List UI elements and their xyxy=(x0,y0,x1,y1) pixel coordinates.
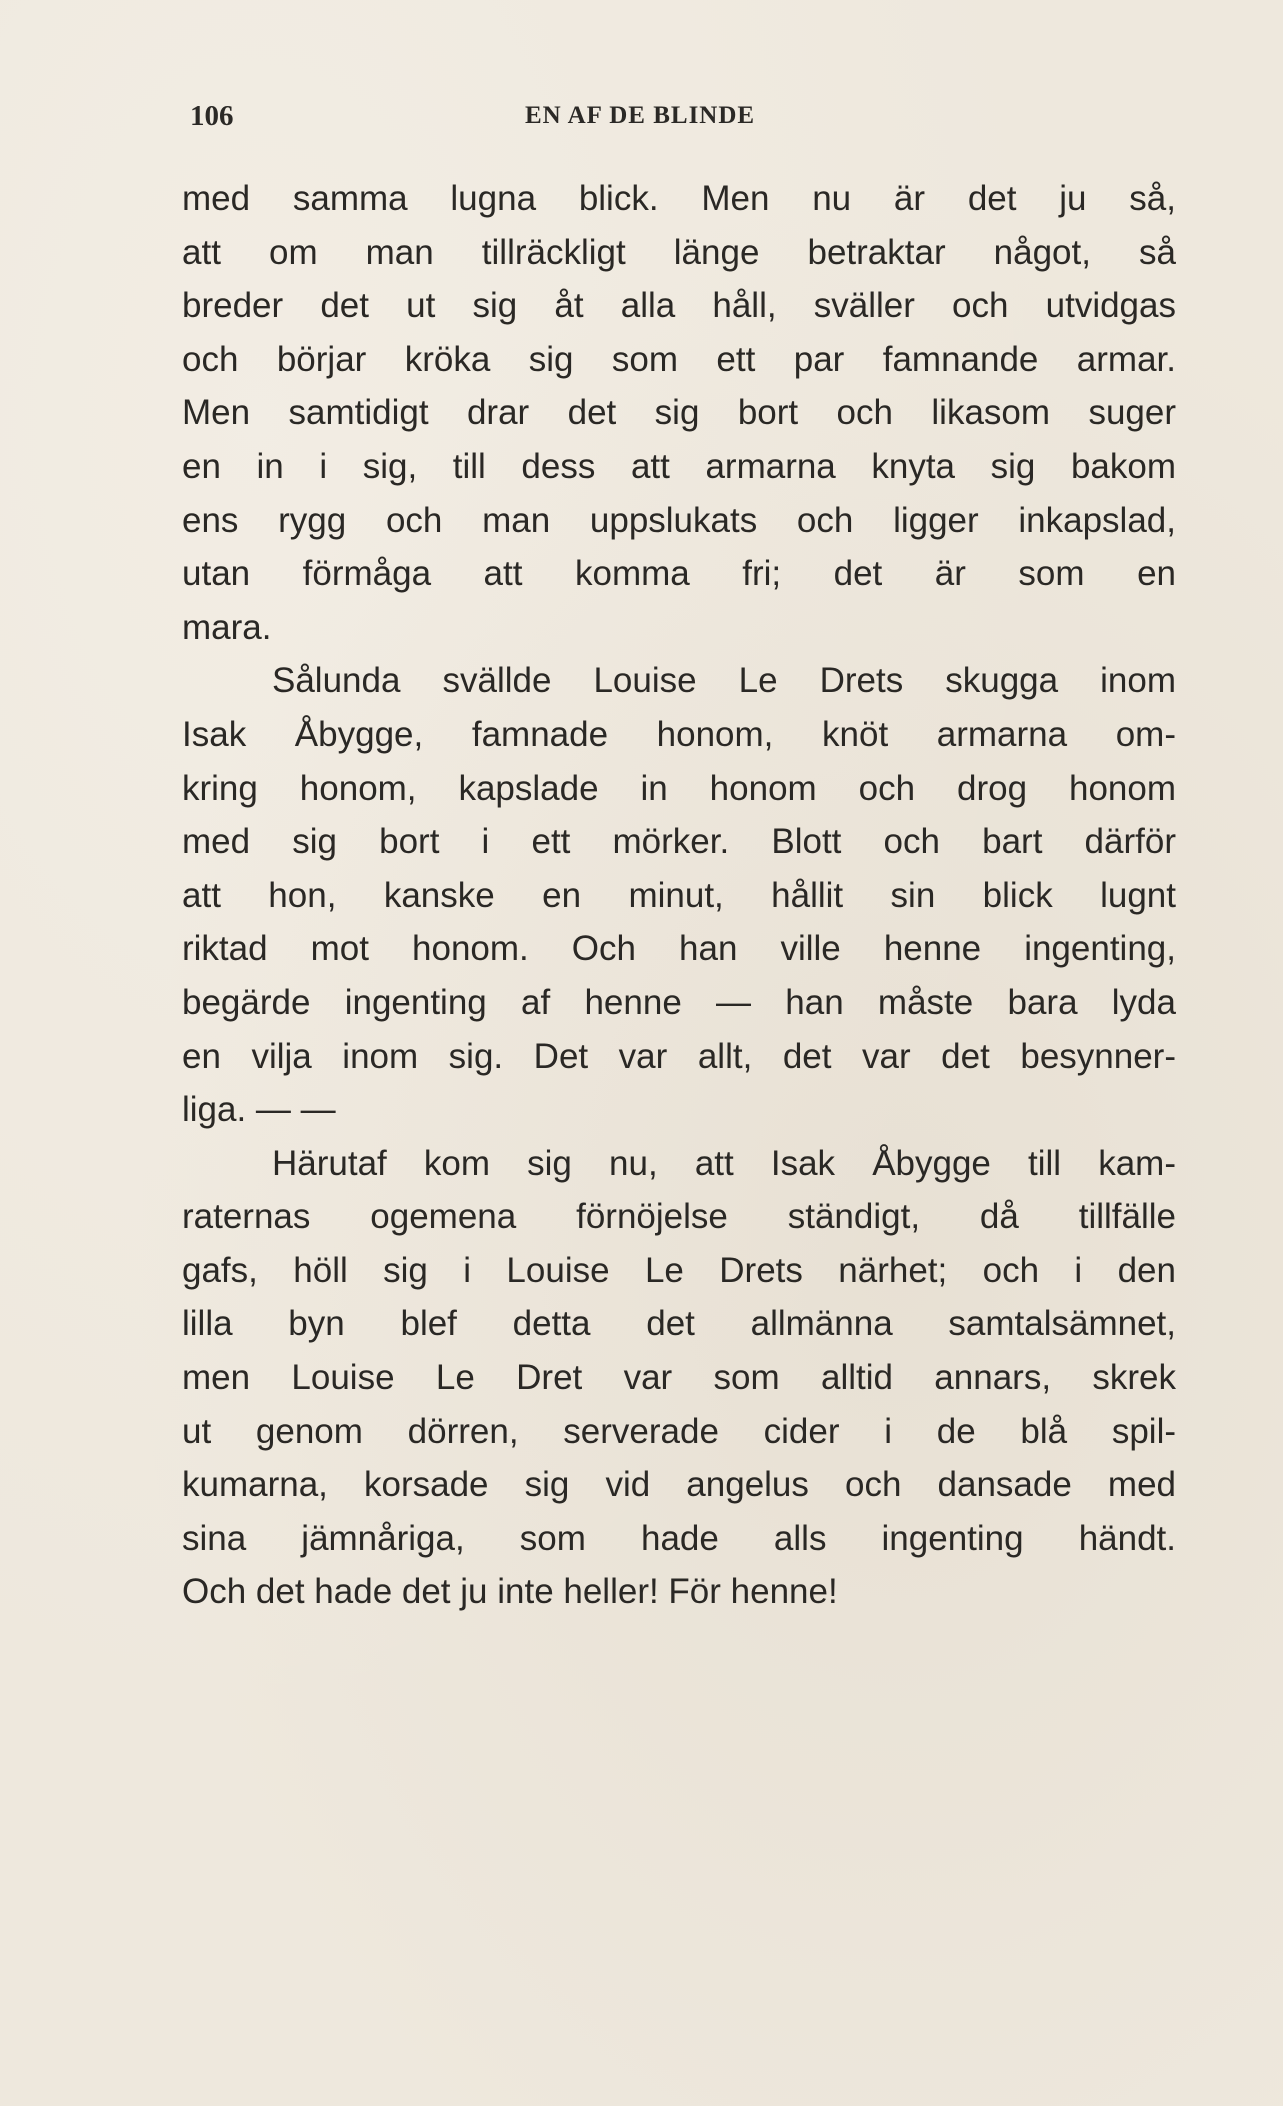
text-line: kumarna, korsade sig vid angelus och dansade med xyxy=(182,1465,1176,1505)
text-line: begärde ingenting af henne — han måste bara lyda xyxy=(182,982,1176,1022)
text-line: ut genom dörren, serverade cider i de blå spil- xyxy=(182,1411,1176,1451)
text-line: en vilja inom sig. Det var allt, det var det besynner- xyxy=(182,1036,1176,1076)
text-line: riktad mot honom. Och han ville henne ingenting, xyxy=(182,929,1176,969)
body-text xyxy=(182,172,1176,1619)
text-line: att hon, kanske en minut, hållit sin blick lugnt xyxy=(182,875,1176,915)
text-line: breder det ut sig åt alla håll, sväller och utvidgas xyxy=(182,286,1176,326)
text-line: Härutaf kom sig nu, att Isak Åbygge till kam- xyxy=(272,1143,1176,1183)
text-line: raternas ogemena förnöjelse ständigt, då tillfälle xyxy=(182,1197,1176,1237)
text-line: lilla byn blef detta det allmänna samtalsämnet, xyxy=(182,1304,1176,1344)
text-line: med sig bort i ett mörker. Blott och bart därför xyxy=(182,822,1176,862)
text-line: ens rygg och man uppslukats och ligger inkapslad, xyxy=(182,500,1176,540)
text-line: Och det hade det ju inte heller! För henne! xyxy=(182,1572,838,1612)
text-line: mara. xyxy=(182,607,272,647)
text-line: en in i sig, till dess att armarna knyta sig bakom xyxy=(182,446,1176,486)
text-line: men Louise Le Dret var som alltid annars, skrek xyxy=(182,1358,1176,1398)
text-line: med samma lugna blick. Men nu är det ju så, xyxy=(182,179,1176,218)
running-title: EN AF DE BLINDE xyxy=(525,102,756,129)
text-line: liga. — — xyxy=(182,1090,336,1130)
text-line: gafs, höll sig i Louise Le Drets närhet; och i den xyxy=(182,1250,1176,1290)
page-number: 106 xyxy=(190,100,234,132)
text-line: utan förmåga att komma fri; det är som en xyxy=(182,554,1176,594)
running-head xyxy=(190,100,1177,140)
text-line: Sålunda svällde Louise Le Drets skugga inom xyxy=(272,661,1176,701)
text-line: kring honom, kapslade in honom och drog honom xyxy=(182,768,1176,808)
text-line: och börjar kröka sig som ett par famnande armar. xyxy=(182,339,1176,379)
text-line: Men samtidigt drar det sig bort och likasom suger xyxy=(182,393,1176,433)
text-line: Isak Åbygge, famnade honom, knöt armarna om- xyxy=(182,714,1176,754)
text-line: sina jämnåriga, som hade alls ingenting händt. xyxy=(182,1518,1176,1558)
text-line: att om man tillräckligt länge betraktar något, så xyxy=(182,232,1176,272)
